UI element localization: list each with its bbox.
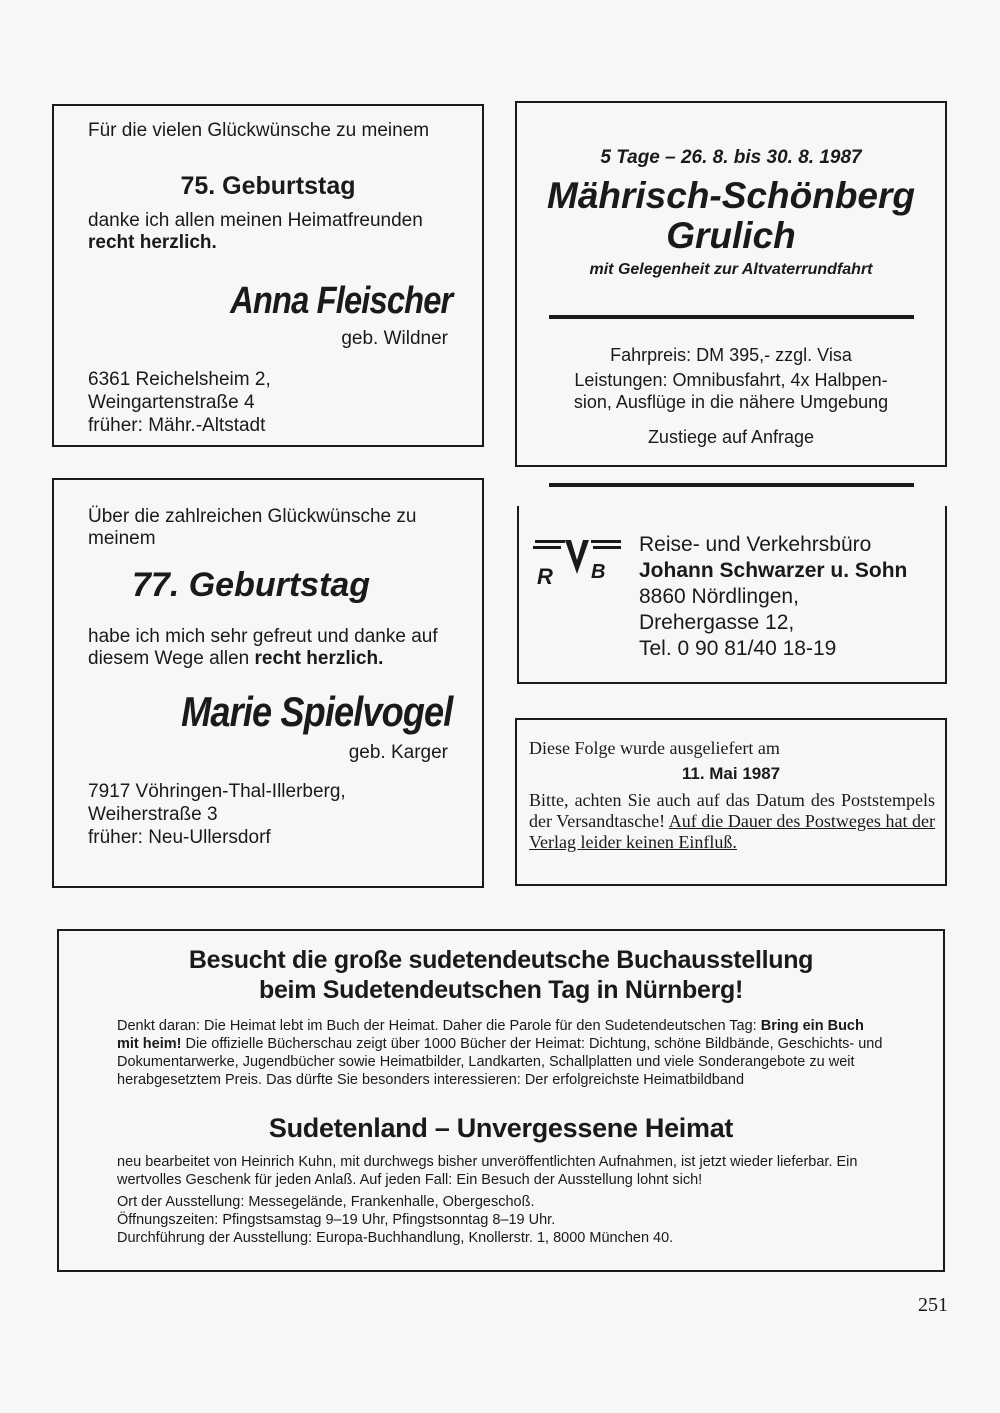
svg-text:R: R: [537, 564, 553, 589]
agency-line: Drehergasse 12,: [639, 611, 795, 634]
trip-divider: [549, 483, 914, 487]
ad-address-line: Weiherstraße 3: [88, 804, 218, 825]
agency-line: 8860 Nördlingen,: [639, 585, 799, 608]
birthday-77-ad: [52, 478, 484, 888]
exhibition-location: Ort der Ausstellung: Messegelände, Frankenhalle, Obergeschoß.: [117, 1194, 535, 1210]
ad-thanks-text: habe ich mich sehr gefreut und danke auf diesem Wege allen: [88, 626, 438, 669]
page-number: 251: [918, 1294, 948, 1316]
trip-divider: [549, 315, 914, 319]
ad-intro: Für die vielen Glückwünsche zu meinem: [88, 120, 430, 141]
ad-name: Marie Spielvogel: [180, 688, 452, 735]
exhibition-paragraph: [117, 1017, 889, 1089]
exhibition-book-title: Sudetenland – Unvergessene Heimat: [268, 1113, 734, 1143]
trip-boarding: Zustiege auf Anfrage: [647, 427, 815, 447]
ad-maiden-name: geb. Wildner: [341, 328, 448, 349]
ad-address-line: 6361 Reichelsheim 2,: [88, 369, 271, 390]
ad-thanks: [88, 626, 468, 670]
exhibition-organizer: Durchführung der Ausstellung: Europa-Buchhandlung, Knollerstr. 1, 8000 München 40.: [117, 1230, 674, 1246]
trip-ad: [515, 101, 947, 467]
ad-address: [88, 368, 271, 437]
exhibition-paragraph: neu bearbeitet von Heinrich Kuhn, mit durchwegs bisher unveröffentlichten Aufnahmen, ist jetzt wieder lieferbar. Ein wertvolles Geschenk für jeden Anlaß. Auf jeden Fall: Ein Besuch der Ausstellung lohnt sich!: [117, 1154, 858, 1188]
ad-intro: Über die zahlreichen Glückwünsche zu meinem: [88, 506, 417, 549]
svg-text:B: B: [591, 561, 606, 583]
exhibition-text: Die offizielle Bücherschau zeigt über 1000 Bücher der Heimat: Dichtung, schöne Bildbände, Geschichts- und Dokumentarwerke, Jugendbücher sowie Heimatbilder, Landkarten, Schallplatten und viele Sonderangebote zu weit herabgesetztem Preis. Das dürfte Sie besonders interessieren: Der erfolgreichste Heimatbildband: [117, 1036, 883, 1088]
trip-services-line: sion, Ausflüge in die nähere Umgebung: [573, 392, 889, 412]
book-exhibition-ad: [57, 929, 945, 1272]
trip-subtitle: mit Gelegenheit zur Altvaterrundfahrt: [589, 261, 873, 278]
exhibition-text: Denkt daran: Die Heimat lebt im Buch der Heimat. Daher die Parole für den Sudetendeutschen Tag:: [117, 1018, 761, 1034]
trip-services: [517, 369, 945, 413]
ad-age-heading: 75. Geburtstag: [180, 172, 356, 200]
agency-info: [639, 532, 907, 662]
trip-services-line: Leistungen: Omnibusfahrt, 4x Halbpen-: [574, 370, 888, 390]
ad-address-line: früher: Neu-Ullersdorf: [88, 827, 271, 848]
notice-text-plain: Bitte, achten Sie auch auf das Datum des Poststempels der Versandtasche!: [529, 790, 935, 831]
ad-address: [88, 780, 346, 849]
ad-age-heading: 77. Geburtstag: [132, 566, 371, 604]
trip-dates: 5 Tage – 26. 8. bis 30. 8. 1987: [600, 147, 862, 168]
exhibition-headline-line: beim Sudetendeutschen Tag in Nürnberg!: [258, 976, 743, 1004]
ad-thanks-text: danke ich allen meinen Heimatfreunden: [88, 210, 423, 231]
agency-phone: Tel. 0 90 81/40 18-19: [639, 637, 837, 660]
travel-agency-ad: [517, 506, 947, 684]
exhibition-headline: [59, 945, 943, 1005]
notice-text: [529, 790, 935, 853]
exhibition-details: [117, 1193, 889, 1247]
rvb-logo-icon: [531, 534, 625, 590]
trip-destination-2: Grulich: [666, 215, 796, 256]
delivery-notice: [515, 718, 947, 886]
exhibition-headline-line: Besucht die große sudetendeutsche Buchausstellung: [188, 946, 814, 974]
ad-thanks: [88, 210, 468, 254]
notice-delivered: Diese Folge wurde ausgeliefert am: [529, 738, 780, 758]
exhibition-slogan: Bring ein Buch mit heim!: [117, 1018, 864, 1052]
notice-text-underlined: Auf die Dauer des Postweges hat der Verlag leider keinen Einfluß.: [529, 811, 935, 852]
ad-thanks-bold: recht herzlich.: [254, 648, 384, 669]
birthday-75-ad: [52, 104, 484, 447]
ad-address-line: 7917 Vöhringen-Thal-Illerberg,: [88, 781, 346, 802]
ad-name: Anna Fleischer: [229, 280, 452, 322]
ad-maiden-name: geb. Karger: [348, 742, 448, 763]
ad-thanks-bold: recht herzlich.: [88, 232, 217, 253]
agency-line: Reise- und Verkehrsbüro: [639, 533, 872, 556]
trip-destination-1: Mährisch-Schönberg: [547, 175, 915, 216]
agency-name: Johann Schwarzer u. Sohn: [639, 559, 908, 582]
exhibition-hours: Öffnungszeiten: Pfingstsamstag 9–19 Uhr, Pfingstsonntag 8–19 Uhr.: [117, 1212, 556, 1228]
notice-date: 11. Mai 1987: [681, 764, 781, 783]
trip-price: Fahrpreis: DM 395,- zzgl. Visa: [610, 345, 852, 365]
ad-address-line: früher: Mähr.-Altstadt: [88, 415, 266, 436]
ad-address-line: Weingartenstraße 4: [88, 392, 255, 413]
